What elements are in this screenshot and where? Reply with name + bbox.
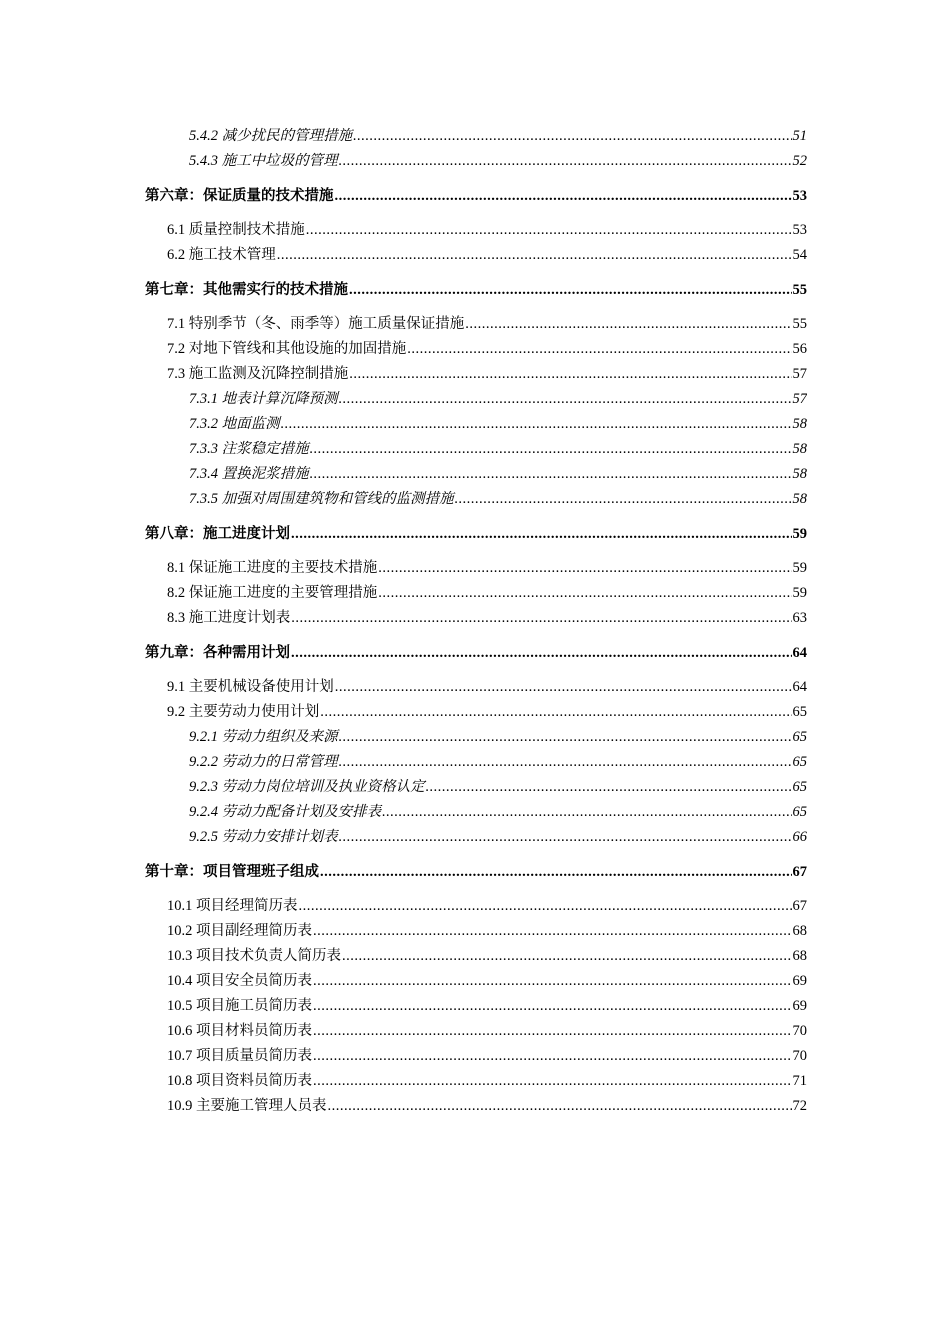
- toc-entry-label: 10.4 项目安全员简历表: [167, 973, 312, 989]
- toc-entry-label: 8.2 保证施工进度的主要管理措施: [167, 585, 378, 601]
- toc-section-entry[interactable]: [145, 969, 807, 994]
- toc-dot-leader: [313, 994, 792, 1019]
- toc-entry-page-number: 58: [792, 466, 807, 482]
- toc-entry-label: 10.6 项目材料员简历表: [167, 1023, 312, 1039]
- toc-dot-leader: [378, 581, 791, 606]
- toc-section-entry[interactable]: [145, 994, 807, 1019]
- toc-entry-page-number: 55: [792, 316, 807, 332]
- toc-entry-label: 第八章：施工进度计划: [145, 526, 290, 542]
- toc-dot-leader: [313, 919, 792, 944]
- toc-chapter-entry[interactable]: [145, 860, 807, 885]
- toc-chapter-entry[interactable]: [145, 184, 807, 209]
- toc-entry-page-number: 67: [792, 898, 807, 914]
- toc-entry-page-number: 65: [792, 704, 807, 720]
- toc-entry-page-number: 65: [792, 754, 807, 770]
- toc-dot-leader: [339, 750, 792, 775]
- toc-entry-label: 8.3 施工进度计划表: [167, 610, 291, 626]
- toc-section-entry[interactable]: [145, 362, 807, 387]
- toc-entry-label: 10.9 主要施工管理人员表: [167, 1098, 327, 1114]
- toc-dot-leader: [339, 149, 792, 174]
- toc-dot-leader: [291, 606, 791, 631]
- toc-entry-label: 第六章：保证质量的技术措施: [145, 188, 334, 204]
- toc-entry-label: 6.1 质量控制技术措施: [167, 222, 305, 238]
- toc-section-entry[interactable]: [145, 581, 807, 606]
- toc-section-entry[interactable]: [145, 243, 807, 268]
- toc-entry-page-number: 58: [792, 416, 807, 432]
- toc-subsection-entry[interactable]: [145, 149, 807, 174]
- toc-entry-page-number: 52: [792, 153, 807, 169]
- toc-entry-page-number: 67: [792, 864, 807, 880]
- toc-dot-leader: [382, 800, 791, 825]
- toc-entry-page-number: 59: [792, 585, 807, 601]
- toc-subsection-entry[interactable]: [145, 124, 807, 149]
- toc-entry-label: 7.3.5 加强对周围建筑物和管线的监测措施: [189, 491, 454, 507]
- toc-entry-page-number: 65: [792, 804, 807, 820]
- toc-entry-page-number: 72: [792, 1098, 807, 1114]
- toc-section-entry[interactable]: [145, 1044, 807, 1069]
- toc-dot-leader: [320, 700, 791, 725]
- toc-section-entry[interactable]: [145, 944, 807, 969]
- toc-entry-label: 10.3 项目技术负责人简历表: [167, 948, 341, 964]
- toc-dot-leader: [353, 124, 791, 149]
- toc-section-entry[interactable]: [145, 218, 807, 243]
- toc-entry-label: 第十章：项目管理班子组成: [145, 864, 319, 880]
- toc-entry-page-number: 56: [792, 341, 807, 357]
- toc-subsection-entry[interactable]: [145, 725, 807, 750]
- toc-subsection-entry[interactable]: [145, 825, 807, 850]
- toc-entry-page-number: 53: [792, 222, 807, 238]
- toc-subsection-entry[interactable]: [145, 412, 807, 437]
- toc-section-entry[interactable]: [145, 1094, 807, 1119]
- toc-subsection-entry[interactable]: [145, 487, 807, 512]
- toc-entry-page-number: 55: [792, 282, 807, 298]
- toc-entry-label: 9.2.4 劳动力配备计划及安排表: [189, 804, 382, 820]
- toc-entry-page-number: 68: [792, 923, 807, 939]
- toc-entry-page-number: 58: [792, 441, 807, 457]
- toc-entry-page-number: 68: [792, 948, 807, 964]
- toc-entry-label: 7.3.3 注浆稳定措施: [189, 441, 309, 457]
- toc-entry-label: 7.2 对地下管线和其他设施的加固措施: [167, 341, 407, 357]
- toc-dot-leader: [313, 1069, 792, 1094]
- toc-entry-label: 9.2.1 劳动力组织及来源: [189, 729, 338, 745]
- toc-dot-leader: [313, 1019, 792, 1044]
- toc-entry-page-number: 69: [792, 998, 807, 1014]
- toc-entry-label: 第九章：各种需用计划: [145, 645, 290, 661]
- toc-chapter-entry[interactable]: [145, 278, 807, 303]
- toc-entry-page-number: 70: [792, 1023, 807, 1039]
- toc-dot-leader: [335, 675, 792, 700]
- toc-dot-leader: [426, 775, 792, 800]
- toc-dot-leader: [291, 522, 792, 547]
- toc-entry-page-number: 65: [792, 729, 807, 745]
- toc-section-entry[interactable]: [145, 894, 807, 919]
- toc-section-entry[interactable]: [145, 1019, 807, 1044]
- toc-entry-page-number: 51: [792, 128, 807, 144]
- toc-entry-page-number: 69: [792, 973, 807, 989]
- toc-entry-page-number: 57: [792, 391, 807, 407]
- toc-chapter-entry[interactable]: [145, 641, 807, 666]
- toc-section-entry[interactable]: [145, 556, 807, 581]
- toc-chapter-entry[interactable]: [145, 522, 807, 547]
- toc-section-entry[interactable]: [145, 675, 807, 700]
- toc-entry-label: 第七章：其他需实行的技术措施: [145, 282, 348, 298]
- toc-entry-label: 10.1 项目经理简历表: [167, 898, 298, 914]
- toc-entry-label: 7.3.4 置换泥浆措施: [189, 466, 309, 482]
- toc-entry-page-number: 65: [792, 779, 807, 795]
- toc-entry-page-number: 59: [792, 526, 807, 542]
- toc-entry-page-number: 66: [792, 829, 807, 845]
- toc-entry-label: 7.3.1 地表计算沉降预测: [189, 391, 338, 407]
- toc-entry-label: 5.4.2 减少扰民的管理措施: [189, 128, 353, 144]
- toc-entry-page-number: 58: [792, 491, 807, 507]
- toc-dot-leader: [291, 641, 792, 666]
- toc-entry-label: 5.4.3 施工中垃圾的管理: [189, 153, 338, 169]
- toc-entry-page-number: 71: [792, 1073, 807, 1089]
- toc-dot-leader: [378, 556, 791, 581]
- toc-entry-page-number: 59: [792, 560, 807, 576]
- toc-subsection-entry[interactable]: [145, 387, 807, 412]
- toc-entry-label: 9.1 主要机械设备使用计划: [167, 679, 334, 695]
- toc-entry-page-number: 64: [792, 645, 807, 661]
- toc-entry-label: 10.8 项目资料员简历表: [167, 1073, 312, 1089]
- toc-entry-page-number: 53: [792, 188, 807, 204]
- toc-subsection-entry[interactable]: [145, 462, 807, 487]
- toc-dot-leader: [310, 462, 792, 487]
- toc-section-entry[interactable]: [145, 312, 807, 337]
- toc-dot-leader: [407, 337, 791, 362]
- toc-entry-page-number: 64: [792, 679, 807, 695]
- toc-dot-leader: [281, 412, 792, 437]
- toc-section-entry[interactable]: [145, 700, 807, 725]
- toc-entry-label: 7.1 特别季节（冬、雨季等）施工质量保证措施: [167, 316, 465, 332]
- toc-dot-leader: [349, 362, 791, 387]
- toc-dot-leader: [465, 312, 791, 337]
- toc-subsection-entry[interactable]: [145, 750, 807, 775]
- toc-subsection-entry[interactable]: [145, 775, 807, 800]
- toc-entry-label: 10.5 项目施工员简历表: [167, 998, 312, 1014]
- toc-dot-leader: [342, 944, 792, 969]
- toc-section-entry[interactable]: [145, 337, 807, 362]
- toc-dot-leader: [455, 487, 792, 512]
- toc-dot-leader: [339, 825, 792, 850]
- toc-entry-label: 7.3.2 地面监测: [189, 416, 280, 432]
- toc-entry-page-number: 70: [792, 1048, 807, 1064]
- toc-entry-label: 9.2.5 劳动力安排计划表: [189, 829, 338, 845]
- toc-entry-label: 9.2 主要劳动力使用计划: [167, 704, 320, 720]
- toc-dot-leader: [335, 184, 792, 209]
- toc-entry-label: 10.2 项目副经理简历表: [167, 923, 312, 939]
- table-of-contents: [145, 124, 807, 1119]
- toc-entry-page-number: 57: [792, 366, 807, 382]
- toc-dot-leader: [349, 278, 792, 303]
- toc-dot-leader: [313, 969, 792, 994]
- toc-entry-label: 7.3 施工监测及沉降控制措施: [167, 366, 349, 382]
- toc-dot-leader: [299, 894, 792, 919]
- toc-subsection-entry[interactable]: [145, 800, 807, 825]
- toc-entry-label: 8.1 保证施工进度的主要技术措施: [167, 560, 378, 576]
- toc-dot-leader: [310, 437, 792, 462]
- toc-entry-label: 10.7 项目质量员简历表: [167, 1048, 312, 1064]
- toc-entry-label: 6.2 施工技术管理: [167, 247, 276, 263]
- toc-section-entry[interactable]: [145, 1069, 807, 1094]
- toc-dot-leader: [277, 243, 792, 268]
- toc-dot-leader: [328, 1094, 792, 1119]
- toc-dot-leader: [320, 860, 792, 885]
- toc-subsection-entry[interactable]: [145, 437, 807, 462]
- toc-entry-page-number: 54: [792, 247, 807, 263]
- toc-entry-label: 9.2.3 劳动力岗位培训及执业资格认定: [189, 779, 425, 795]
- toc-dot-leader: [313, 1044, 792, 1069]
- toc-dot-leader: [306, 218, 792, 243]
- toc-section-entry[interactable]: [145, 606, 807, 631]
- toc-entry-label: 9.2.2 劳动力的日常管理: [189, 754, 338, 770]
- toc-dot-leader: [339, 725, 792, 750]
- toc-entry-page-number: 63: [792, 610, 807, 626]
- toc-dot-leader: [339, 387, 792, 412]
- toc-section-entry[interactable]: [145, 919, 807, 944]
